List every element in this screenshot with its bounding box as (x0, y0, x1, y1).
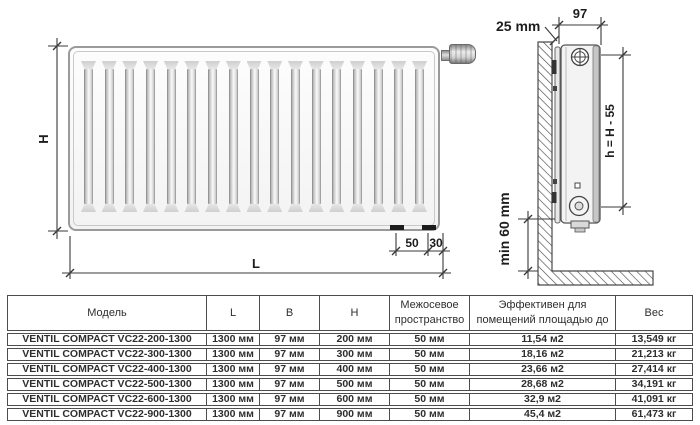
table-cell: 97 мм (260, 408, 320, 421)
table-cell: 1300 мм (207, 363, 260, 376)
column-header: H (320, 295, 390, 331)
table-cell: 61,473 кг (616, 408, 693, 421)
table-cell: VENTIL COMPACT VC22-900-1300 (7, 408, 207, 421)
table-row (7, 333, 693, 346)
table-cell: 50 мм (390, 333, 470, 346)
table-row (7, 378, 693, 391)
table-cell: 27,414 кг (616, 363, 693, 376)
wall-bracket-top (552, 60, 557, 74)
table-cell: 45,4 м2 (470, 408, 616, 421)
bottom-connection-block (571, 221, 589, 228)
dim-wall-gap-25mm (496, 18, 559, 45)
table-cell: 1300 мм (207, 408, 260, 421)
table-cell: 28,68 м2 (470, 378, 616, 391)
table-cell: 500 мм (320, 378, 390, 391)
table-cell: 50 мм (390, 393, 470, 406)
wall-bracket-bottom (552, 192, 557, 203)
table-cell: 32,9 м2 (470, 393, 616, 406)
dim-connection-height (601, 47, 631, 215)
column-header: Вес (616, 295, 693, 331)
column-header: Модель (7, 295, 207, 331)
table-cell: 41,091 кг (616, 393, 693, 406)
table-cell: 1300 мм (207, 333, 260, 346)
table-cell: 97 мм (260, 393, 320, 406)
column-header: Эффективен для помещений площадью до (470, 295, 616, 331)
table-row (7, 408, 693, 421)
table-cell: 1300 мм (207, 378, 260, 391)
table-cell: 11,54 м2 (470, 333, 616, 346)
table-cell: 50 мм (390, 348, 470, 361)
spec-table-body (7, 333, 693, 421)
table-cell: 900 мм (320, 408, 390, 421)
table-cell: 21,213 кг (616, 348, 693, 361)
table-cell: 50 мм (390, 408, 470, 421)
table-cell: 400 мм (320, 363, 390, 376)
dim-height-H (36, 38, 68, 239)
table-cell: 1300 мм (207, 393, 260, 406)
dim-50-label: 50 (405, 236, 419, 250)
column-header: L (207, 295, 260, 331)
dim-25mm-label: 25 mm (496, 18, 541, 34)
spec-table-header-row (7, 295, 693, 331)
drain-plug-square (575, 183, 580, 188)
table-cell: 50 мм (390, 363, 470, 376)
table-cell: 97 мм (260, 363, 320, 376)
table-cell: 34,191 кг (616, 378, 693, 391)
table-cell: VENTIL COMPACT VC22-400-1300 (7, 363, 207, 376)
dim-length-L (62, 233, 451, 279)
table-cell: 200 мм (320, 333, 390, 346)
fin-clip-upper (553, 86, 557, 91)
column-header: B (260, 295, 320, 331)
table-row (7, 393, 693, 406)
dim-H-label: H (36, 134, 51, 144)
table-cell: VENTIL COMPACT VC22-300-1300 (7, 348, 207, 361)
table-cell: VENTIL COMPACT VC22-200-1300 (7, 333, 207, 346)
dim-depth-97 (552, 6, 608, 45)
table-cell: 18,16 м2 (470, 348, 616, 361)
column-header: Межосевое пространство (390, 295, 470, 331)
table-cell: 300 мм (320, 348, 390, 361)
dim-min60-label: min 60 mm (496, 192, 512, 266)
front-face-edge (593, 46, 599, 222)
table-cell: 23,66 м2 (470, 363, 616, 376)
table-cell: 13,549 кг (616, 333, 693, 346)
table-row (7, 363, 693, 376)
table-cell: VENTIL COMPACT VC22-500-1300 (7, 378, 207, 391)
fin-clip-lower (553, 179, 557, 184)
dim-h-formula-label: h = H - 55 (603, 104, 617, 158)
spec-table (7, 293, 693, 423)
table-cell: 97 мм (260, 333, 320, 346)
dim-50-30 (389, 233, 450, 256)
table-row (7, 348, 693, 361)
table-cell: 600 мм (320, 393, 390, 406)
dim-L-label: L (252, 256, 260, 271)
radiator-side-view (552, 45, 601, 232)
table-cell: 97 мм (260, 378, 320, 391)
table-cell: 50 мм (390, 378, 470, 391)
table-cell: 97 мм (260, 348, 320, 361)
table-cell: VENTIL COMPACT VC22-600-1300 (7, 393, 207, 406)
table-cell: 1300 мм (207, 348, 260, 361)
dim-30-label: 30 (429, 236, 443, 250)
dim-97-label: 97 (572, 6, 588, 21)
